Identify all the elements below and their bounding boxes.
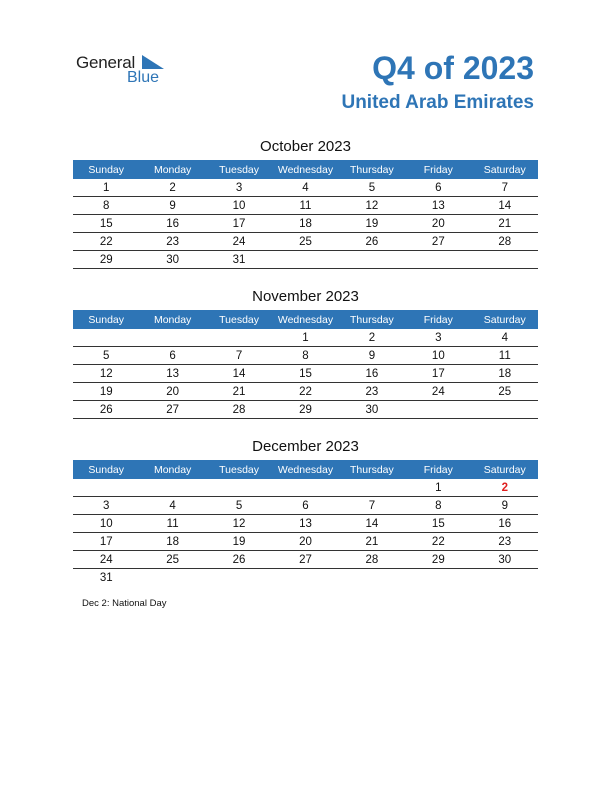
weekday-header: Monday — [139, 460, 205, 479]
calendar-table — [73, 460, 538, 586]
day-cell: 10 — [73, 515, 139, 533]
day-cell: 26 — [339, 233, 405, 251]
day-cell: 23 — [472, 533, 538, 551]
month-title: December 2023 — [252, 438, 359, 455]
day-cell — [206, 329, 272, 347]
week-row — [73, 401, 538, 419]
day-cell: 30 — [472, 551, 538, 569]
day-cell: 12 — [339, 197, 405, 215]
day-cell: 3 — [206, 179, 272, 197]
day-cell: 20 — [139, 383, 205, 401]
day-cell: 17 — [73, 533, 139, 551]
day-cell — [206, 479, 272, 497]
day-cell: 21 — [472, 215, 538, 233]
day-cell: 6 — [272, 497, 338, 515]
weekday-header: Tuesday — [206, 310, 272, 329]
day-cell: 16 — [339, 365, 405, 383]
day-cell: 10 — [206, 197, 272, 215]
day-cell: 6 — [139, 347, 205, 365]
day-cell: 5 — [206, 497, 272, 515]
country-name: United Arab Emirates — [341, 92, 534, 113]
day-cell — [472, 401, 538, 419]
day-cell: 28 — [206, 401, 272, 419]
day-cell: 14 — [339, 515, 405, 533]
day-cell: 12 — [73, 365, 139, 383]
weekday-header-row — [73, 460, 538, 479]
weekday-header: Friday — [405, 160, 471, 179]
day-cell — [405, 401, 471, 419]
calendar-table — [73, 310, 538, 419]
weekday-header: Sunday — [73, 460, 139, 479]
day-cell: 18 — [272, 215, 338, 233]
week-row — [73, 551, 538, 569]
day-cell — [405, 569, 471, 587]
day-cell: 11 — [472, 347, 538, 365]
day-cell: 13 — [405, 197, 471, 215]
day-cell: 26 — [73, 401, 139, 419]
day-cell: 26 — [206, 551, 272, 569]
day-cell: 31 — [99, 571, 113, 584]
day-cell: 29 — [73, 251, 139, 269]
week-row — [73, 479, 538, 497]
day-cell — [206, 569, 272, 587]
weekday-header: Wednesday — [272, 310, 338, 329]
week-row — [73, 179, 538, 197]
day-cell: 4 — [139, 497, 205, 515]
weekday-header-row — [73, 310, 538, 329]
day-cell: 7 — [339, 497, 405, 515]
day-cell — [73, 329, 139, 347]
day-cell: 17 — [206, 215, 272, 233]
day-cell: 1 — [405, 479, 471, 497]
weekday-header: Thursday — [339, 310, 405, 329]
day-cell — [139, 479, 205, 497]
holiday-day-cell: 2 — [472, 479, 538, 497]
day-cell: 22 — [73, 233, 139, 251]
day-cell: 28 — [472, 233, 538, 251]
day-cell: 27 — [272, 551, 338, 569]
day-cell: 31 — [206, 251, 272, 269]
week-row — [73, 347, 538, 365]
weekday-header-row — [73, 160, 538, 179]
day-cell — [139, 569, 205, 587]
day-cell: 9 — [139, 197, 205, 215]
day-cell — [339, 251, 405, 269]
weekday-header: Tuesday — [206, 460, 272, 479]
day-cell: 1 — [272, 329, 338, 347]
day-cell: 27 — [139, 401, 205, 419]
day-cell: 1 — [73, 179, 139, 197]
weekday-header: Tuesday — [206, 160, 272, 179]
page-title: Q4 of 2023 — [372, 50, 534, 86]
day-cell: 15 — [405, 515, 471, 533]
month-november — [73, 286, 538, 419]
day-cell: 15 — [73, 215, 139, 233]
day-cell: 6 — [405, 179, 471, 197]
day-cell: 23 — [139, 233, 205, 251]
day-cell: 2 — [139, 179, 205, 197]
day-cell: 29 — [272, 401, 338, 419]
calendar-table — [73, 160, 538, 269]
day-cell: 16 — [472, 515, 538, 533]
day-cell: 28 — [339, 551, 405, 569]
month-october — [73, 136, 538, 269]
day-cell: 11 — [272, 197, 338, 215]
weekday-header: Sunday — [73, 310, 139, 329]
day-cell: 3 — [73, 497, 139, 515]
day-cell: 7 — [472, 179, 538, 197]
day-cell — [272, 251, 338, 269]
day-cell: 18 — [139, 533, 205, 551]
day-cell: 24 — [405, 383, 471, 401]
day-cell: 14 — [472, 197, 538, 215]
day-cell: 20 — [272, 533, 338, 551]
generalblue-logo — [76, 53, 176, 89]
day-cell: 11 — [139, 515, 205, 533]
weekday-header: Wednesday — [272, 460, 338, 479]
day-cell: 30 — [139, 251, 205, 269]
day-cell: 7 — [206, 347, 272, 365]
day-cell: 9 — [472, 497, 538, 515]
day-cell — [272, 569, 338, 587]
day-cell: 22 — [405, 533, 471, 551]
day-cell: 8 — [272, 347, 338, 365]
week-row — [73, 233, 538, 251]
day-cell: 24 — [73, 551, 139, 569]
week-row — [73, 251, 538, 269]
day-cell — [339, 479, 405, 497]
day-cell: 20 — [405, 215, 471, 233]
day-cell: 2 — [339, 329, 405, 347]
month-title: October 2023 — [260, 138, 351, 155]
week-row — [73, 515, 538, 533]
day-cell: 25 — [272, 233, 338, 251]
logo-triangle-icon — [142, 55, 164, 69]
weekday-header: Monday — [139, 160, 205, 179]
day-cell: 25 — [139, 551, 205, 569]
day-cell — [272, 479, 338, 497]
day-cell: 16 — [139, 215, 205, 233]
day-cell: 23 — [339, 383, 405, 401]
weekday-header: Saturday — [472, 160, 538, 179]
weekday-header: Thursday — [339, 460, 405, 479]
day-cell: 27 — [405, 233, 471, 251]
day-cell: 18 — [472, 365, 538, 383]
weekday-header: Saturday — [472, 460, 538, 479]
weekday-header: Monday — [139, 310, 205, 329]
day-cell: 3 — [405, 329, 471, 347]
week-row — [73, 383, 538, 401]
week-row — [73, 497, 538, 515]
month-title: November 2023 — [252, 288, 359, 305]
day-cell: 21 — [339, 533, 405, 551]
logo-general-text: General — [76, 53, 136, 72]
month-december — [73, 436, 538, 586]
day-cell: 13 — [139, 365, 205, 383]
day-cell: 8 — [405, 497, 471, 515]
day-cell: 13 — [272, 515, 338, 533]
day-cell: 24 — [206, 233, 272, 251]
day-cell: 12 — [206, 515, 272, 533]
day-cell — [472, 251, 538, 269]
day-cell: 10 — [405, 347, 471, 365]
day-cell: 19 — [206, 533, 272, 551]
week-row — [73, 569, 538, 587]
day-cell: 5 — [339, 179, 405, 197]
day-cell: 14 — [206, 365, 272, 383]
week-row — [73, 197, 538, 215]
day-cell — [339, 569, 405, 587]
weekday-header: Friday — [405, 460, 471, 479]
week-row — [73, 365, 538, 383]
day-cell: 5 — [73, 347, 139, 365]
day-cell: 29 — [405, 551, 471, 569]
weekday-header: Sunday — [73, 160, 139, 179]
day-cell: 4 — [472, 329, 538, 347]
weekday-header: Friday — [405, 310, 471, 329]
holiday-note: Dec 2: National Day — [82, 598, 167, 609]
day-cell — [73, 479, 139, 497]
day-cell: 19 — [73, 383, 139, 401]
day-cell: 19 — [339, 215, 405, 233]
day-cell: 4 — [272, 179, 338, 197]
week-row — [73, 215, 538, 233]
week-row — [73, 533, 538, 551]
day-cell: 17 — [405, 365, 471, 383]
day-cell: 21 — [206, 383, 272, 401]
day-cell — [139, 329, 205, 347]
day-cell: 8 — [73, 197, 139, 215]
day-cell — [472, 569, 538, 587]
day-cell — [405, 251, 471, 269]
logo-blue-text: Blue — [127, 69, 160, 86]
day-cell: 30 — [339, 401, 405, 419]
weekday-header: Thursday — [339, 160, 405, 179]
day-cell: 9 — [339, 347, 405, 365]
day-cell: 25 — [472, 383, 538, 401]
weekday-header: Saturday — [472, 310, 538, 329]
week-row — [73, 329, 538, 347]
weekday-header: Wednesday — [272, 160, 338, 179]
day-cell: 22 — [272, 383, 338, 401]
day-cell: 15 — [272, 365, 338, 383]
